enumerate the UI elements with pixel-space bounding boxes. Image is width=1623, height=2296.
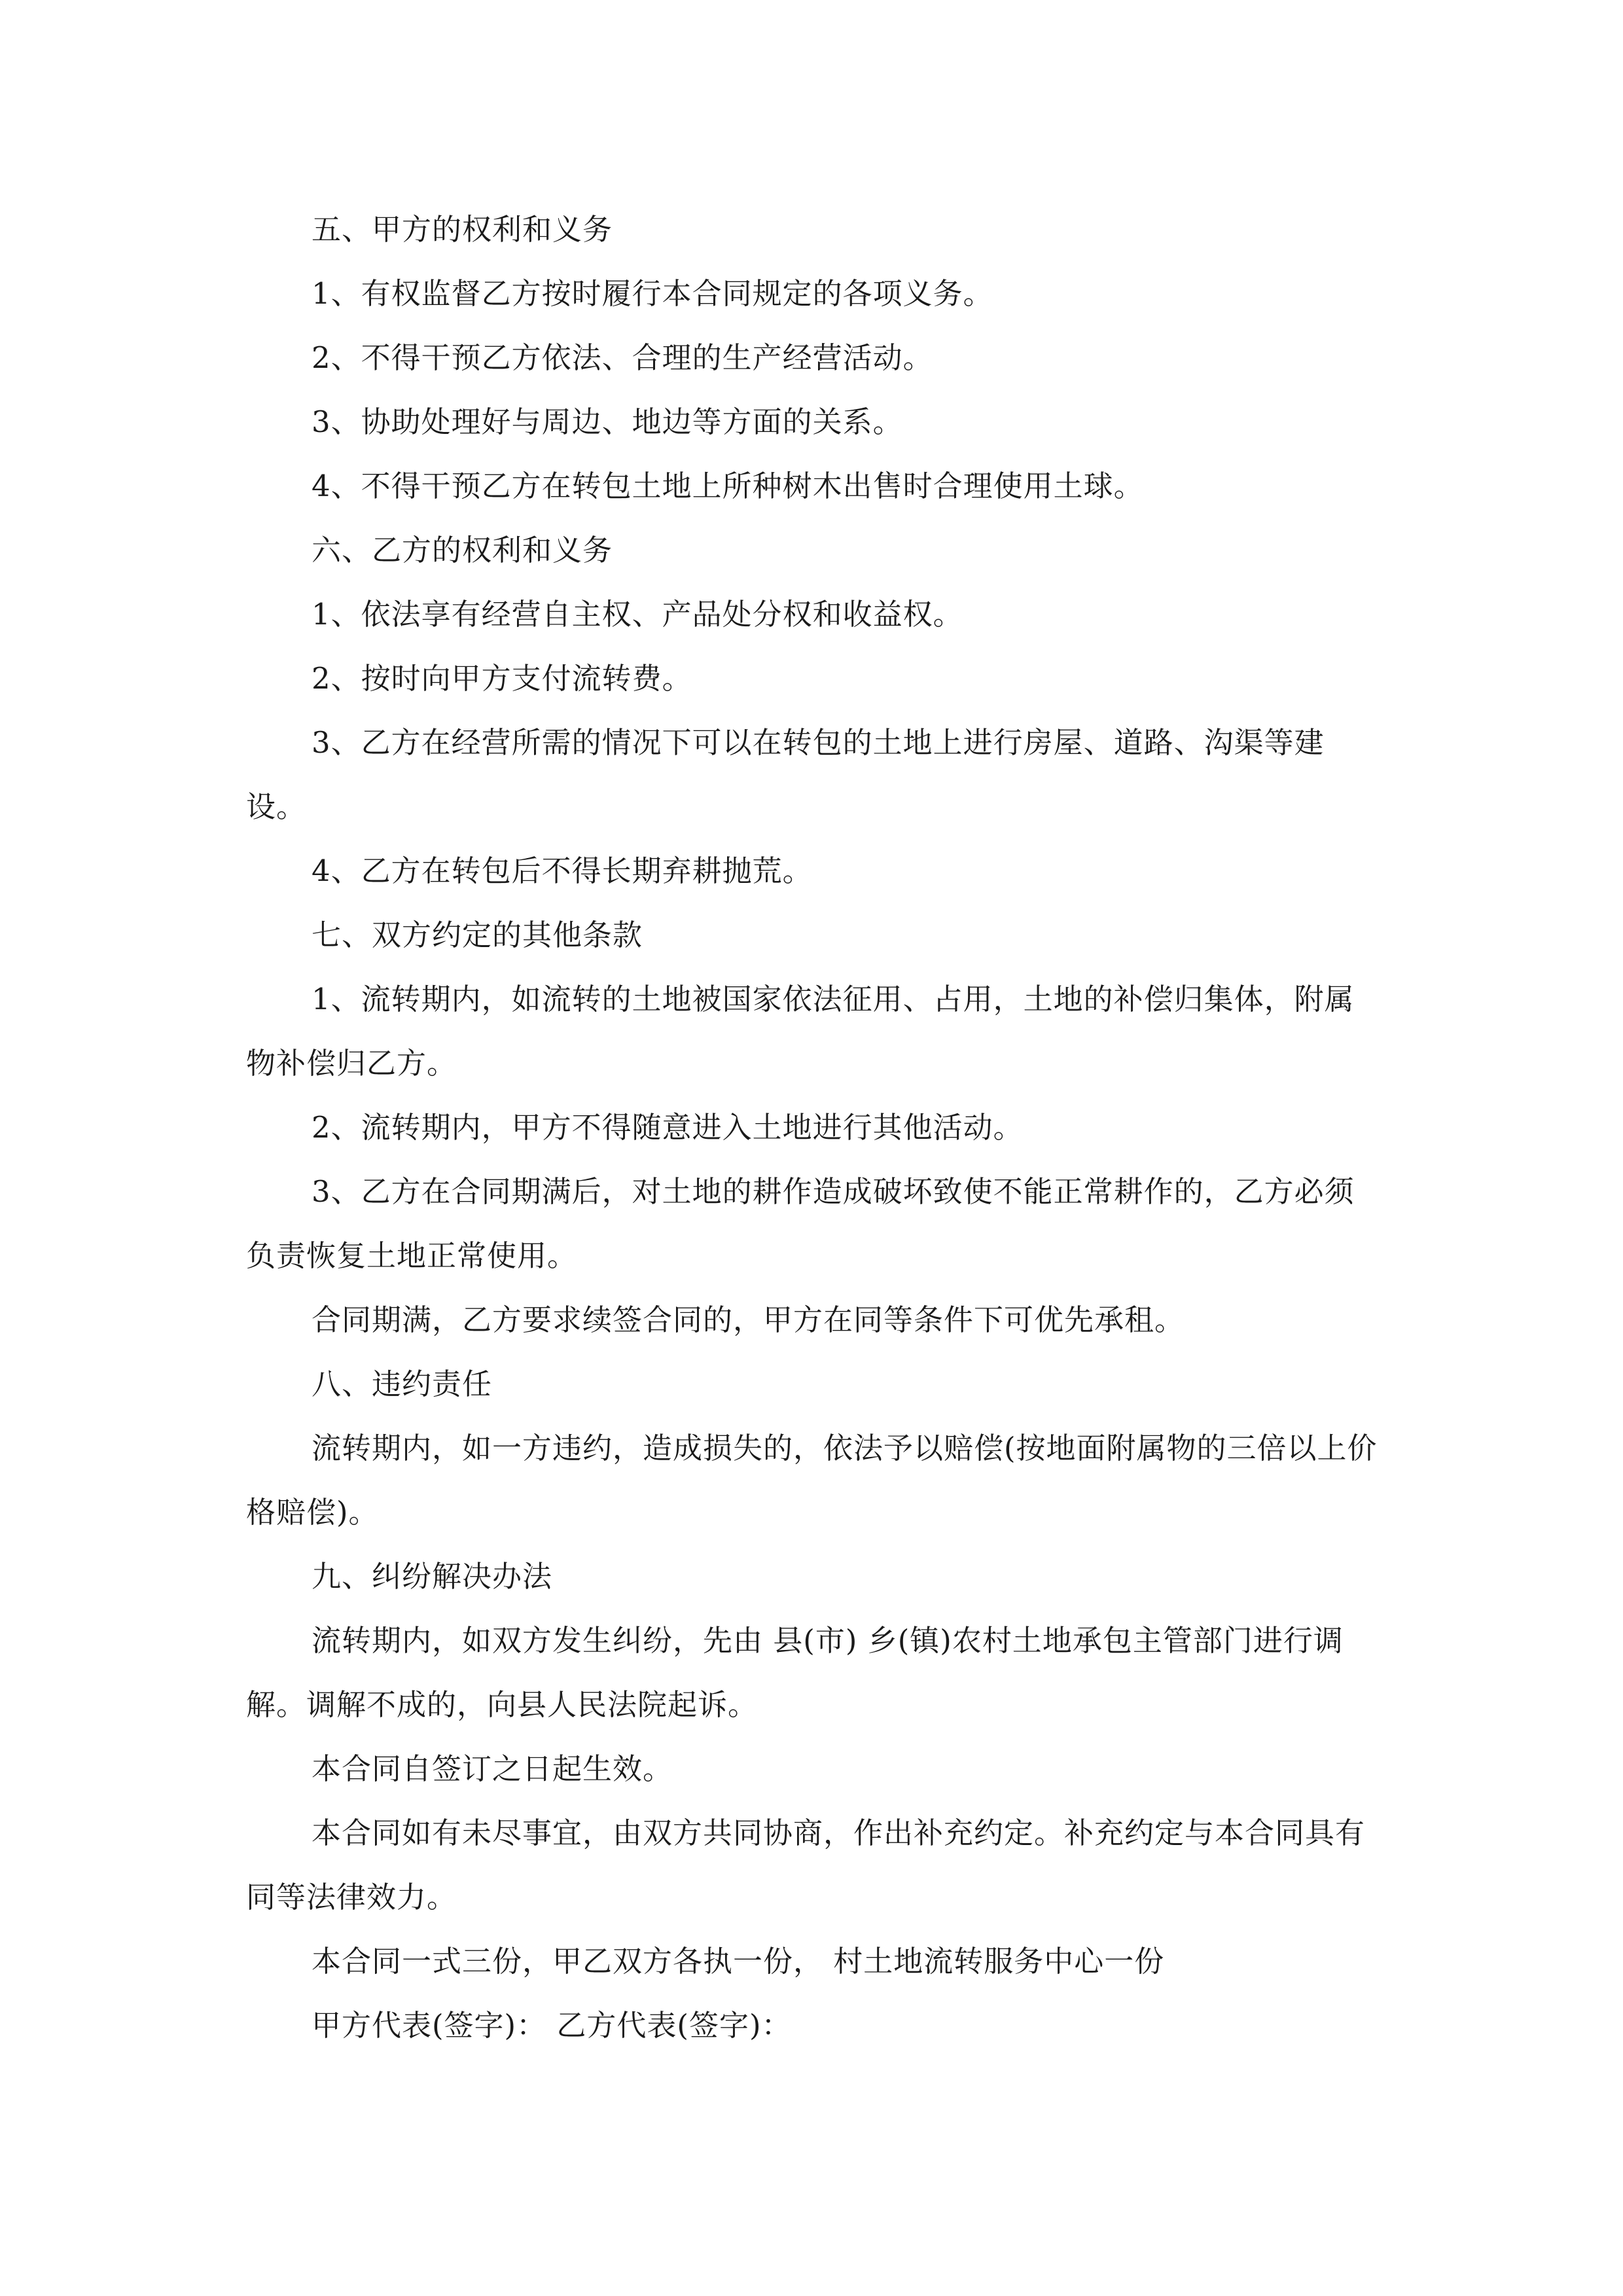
paragraph: 3、乙方在经营所需的情况下可以在转包的土地上进行房屋、道路、沟渠等建设。 [246, 725, 1325, 824]
paragraph: 1、有权监督乙方按时履行本合同规定的各项义务。 [312, 276, 993, 311]
paragraph: 本合同如有未尽事宜，由双方共同协商，作出补充约定。补充约定与本合同具有同等法律效力。 [246, 1816, 1366, 1914]
signature-line: 甲方代表(签字)： 乙方代表(签字)： [312, 2008, 792, 2043]
section-heading-breach: 八、违约责任 [312, 1367, 493, 1401]
paragraph: 本合同一式三份，甲乙双方各执一份， 村土地流转服务中心一份 [312, 1944, 1165, 1979]
paragraph: 2、流转期内，甲方不得随意进入土地进行其他活动。 [312, 1110, 1024, 1145]
paragraph: 1、依法享有经营自主权、产品处分权和收益权。 [312, 597, 963, 632]
paragraph: 4、乙方在转包后不得长期弃耕抛荒。 [312, 853, 813, 888]
section-heading-dispute: 九、纠纷解决办法 [312, 1559, 553, 1594]
section-heading-party-a-rights: 五、甲方的权利和义务 [312, 212, 613, 247]
paragraph: 合同期满，乙方要求续签合同的，甲方在同等条件下可优先承租。 [312, 1302, 1185, 1337]
paragraph: 流转期内，如一方违约，造成损失的，依法予以赔偿(按地面附属物的三倍以上价格赔偿)。 [246, 1431, 1378, 1530]
section-heading-other-terms: 七、双方约定的其他条款 [312, 918, 643, 952]
section-heading-party-b-rights: 六、乙方的权利和义务 [312, 533, 613, 567]
paragraph: 1、流转期内，如流转的土地被国家依法征用、占用，土地的补偿归集体，附属物补偿归乙方。 [246, 982, 1355, 1081]
paragraph: 3、乙方在合同期满后，对土地的耕作造成破坏致使不能正常耕作的，乙方必须负责恢复土地正常使用。 [246, 1174, 1355, 1273]
paragraph: 4、不得干预乙方在转包土地上所种树木出售时合理使用土球。 [312, 469, 1144, 503]
paragraph: 2、按时向甲方支付流转费。 [312, 661, 692, 696]
paragraph: 3、协助处理好与周边、地边等方面的关系。 [312, 404, 903, 439]
paragraph: 2、不得干预乙方依法、合理的生产经营活动。 [312, 340, 933, 375]
paragraph: 本合同自签订之日起生效。 [312, 1751, 673, 1786]
paragraph: 流转期内，如双方发生纠纷，先由 县(市) 乡(镇)农村土地承包主管部门进行调解。调解不成的，向县人民法院起诉。 [246, 1623, 1344, 1722]
